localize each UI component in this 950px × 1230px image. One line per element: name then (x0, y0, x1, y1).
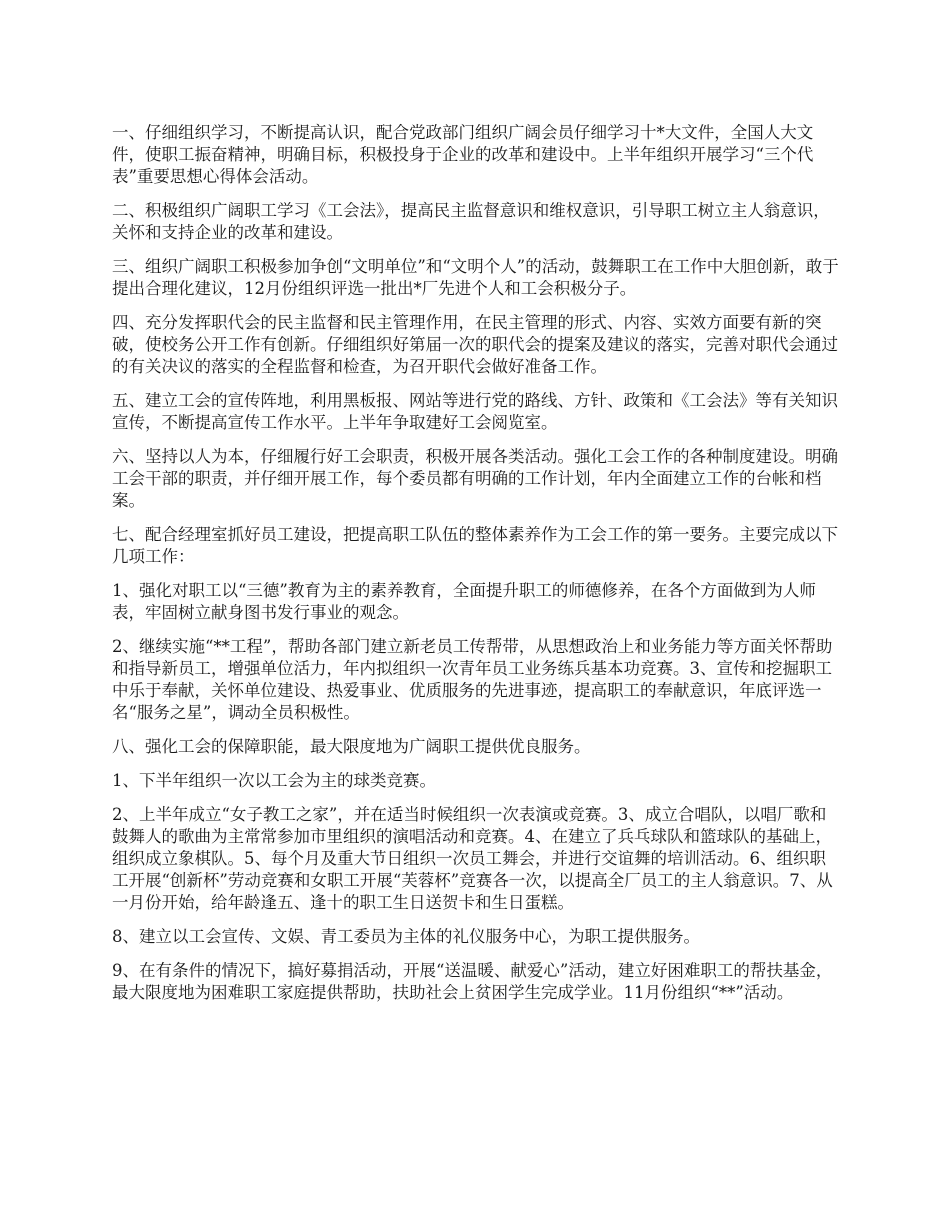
paragraph-7: 七、配合经理室抓好员工建设，把提高职工队伍的整体素养作为工会工作的第一要务。主要完成以下几项工作： (112, 525, 838, 566)
document-body (112, 122, 842, 1016)
paragraph-5: 五、建立工会的宣传阵地，利用黑板报、网站等进行党的路线、方针、政策和《工会法》等有关知识宣传，不断提高宣传工作水平。上半年争取建好工会阅览室。 (112, 391, 838, 432)
paragraph-9: 2、继续实施“**工程”，帮助各部门建立新老员工传帮带，从思想政治上和业务能力等方面关怀帮助和指导新员工，增强单位活力，年内拟组织一次青年员工业务练兵基本功竞赛。3、宣传和挖掘职工中乐于奉献，关怀单位建设、热爱事业、优质服务的先进事迹，提高职工的奉献意识，年底评选一名“服务之星”，调动全员积极性。 (112, 637, 833, 722)
paragraph-4: 四、充分发挥职代会的民主监督和民主管理作用，在民主管理的形式、内容、实效方面要有新的突破，使校务公开工作有创新。仔细组织好第届一次的职代会的提案及建议的落实，完善对职代会通过的有关决议的落实的全程监督和检查，为召开职代会做好准备工作。 (112, 313, 838, 376)
paragraph-6: 六、坚持以人为本，仔细履行好工会职责，积极开展各类活动。强化工会工作的各种制度建设。明确工会干部的职责，并仔细开展工作，每个委员都有明确的工作计划，年内全面建立工作的台帐和档案。 (112, 447, 838, 510)
paragraph-8: 1、强化对职工以“三德”教育为主的素养教育，全面提升职工的师德修养，在各个方面做到为人师表，牢固树立献身图书发行事业的观念。 (112, 581, 816, 622)
paragraph-10: 八、强化工会的保障职能，最大限度地为广阔职工提供优良服务。 (112, 737, 591, 756)
paragraph-11: 1、下半年组织一次以工会为主的球类竞赛。 (112, 771, 436, 790)
paragraph-3: 三、组织广阔职工积极参加争创“文明单位”和“文明个人”的活动，鼓舞职工在工作中大胆创新，敢于提出合理化建议，12月份组织评选一批出*厂先进个人和工会积极分子。 (112, 257, 839, 298)
paragraph-12: 2、上半年成立“女子教工之家”，并在适当时候组织一次表演或竞赛。3、成立合唱队，以唱厂歌和鼓舞人的歌曲为主常常参加市里组织的演唱活动和竞赛。4、在建立了兵乓球队和篮球队的基础上，组织成立象棋队。5、每个月及重大节日组织一次员工舞会，并进行交谊舞的培训活动。6、组织职工开展“创新杯”劳动竞赛和女职工开展“芙蓉杯”竞赛各一次，以提高全厂员工的主人翁意识。7、从一月份开始，给年龄逢五、逢十的职工生日送贺卡和生日蛋糕。 (112, 805, 833, 912)
paragraph-2: 二、积极组织广阔职工学习《工会法》，提高民主监督意识和维权意识，引导职工树立主人翁意识，关怀和支持企业的改革和建设。 (112, 201, 830, 242)
paragraph-14: 9、在有条件的情况下，搞好募捐活动，开展“送温暖、献爱心”活动，建立好困难职工的帮扶基金，最大限度地为困难职工家庭提供帮助，扶助社会上贫困学生完成学业。11月份组织“**”活动。 (112, 961, 833, 1002)
paragraph-1: 一、仔细组织学习，不断提高认识，配合党政部门组织广阔会员仔细学习十*大文件，全国人大文件，使职工振奋精神，明确目标，积极投身于企业的改革和建设中。上半年组织开展学习“三个代表”重要思想心得体会活动。 (112, 123, 814, 186)
paragraph-13: 8、建立以工会宣传、文娱、青工委员为主体的礼仪服务中心，为职工提供服务。 (112, 927, 700, 946)
